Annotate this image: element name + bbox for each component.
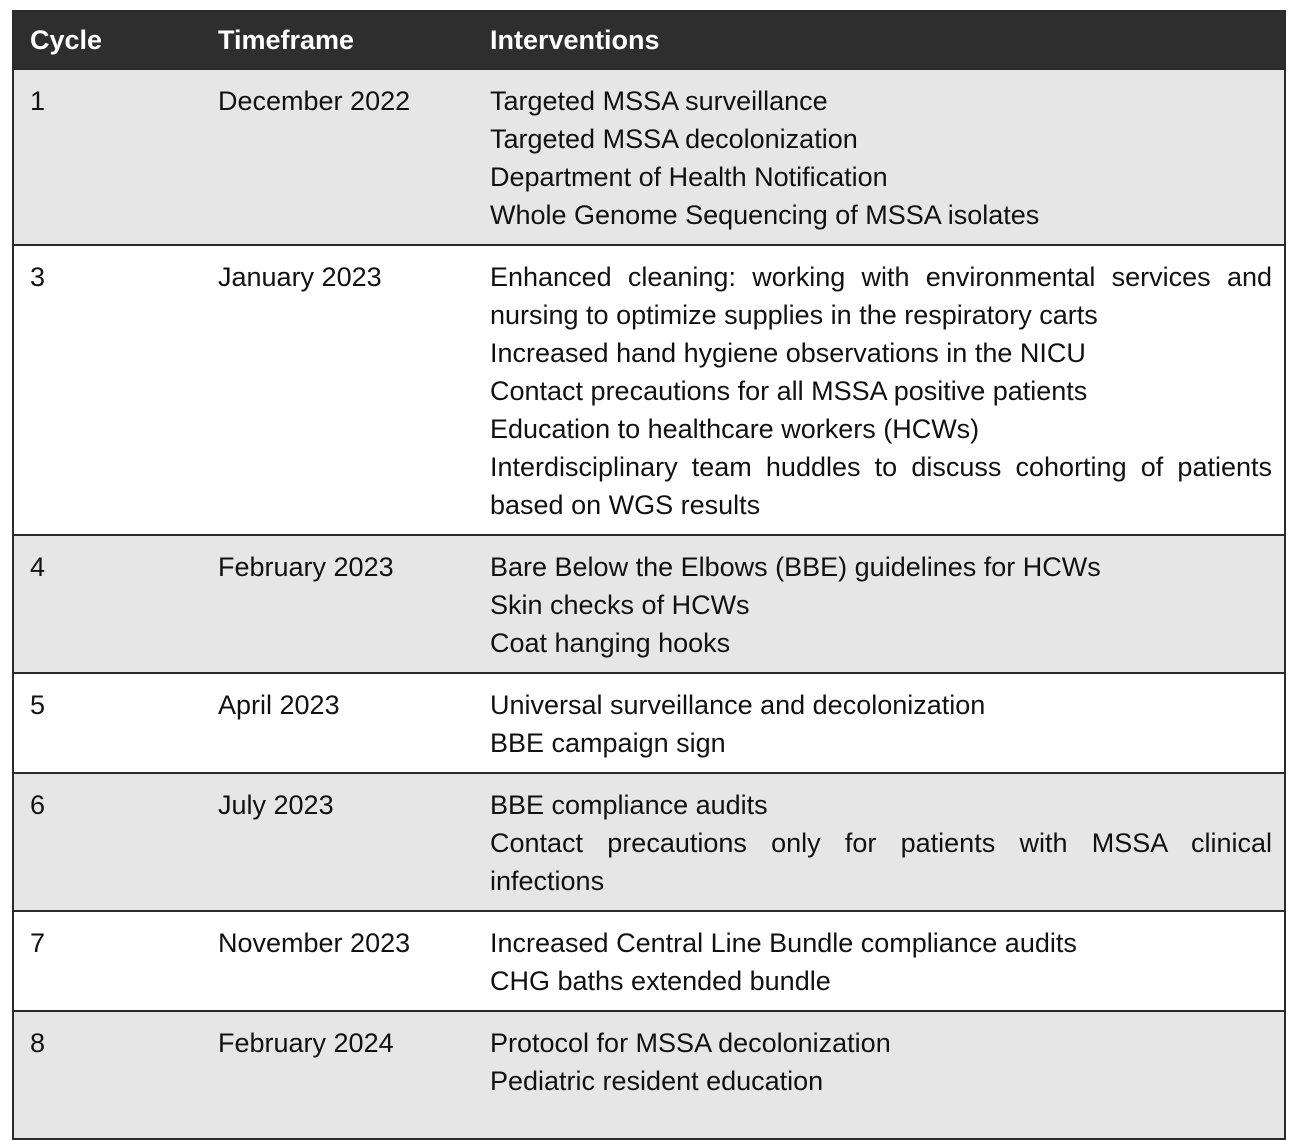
intervention-item: Education to healthcare workers (HCWs) [490, 414, 980, 444]
cycle-cell: 8 [30, 1028, 46, 1058]
cycle-cell: 6 [30, 790, 46, 820]
interventions-cell [474, 674, 1284, 772]
header-cycle: Cycle [30, 24, 103, 55]
cycle-cell: 5 [30, 690, 46, 720]
interventions-cell [474, 70, 1284, 244]
intervention-item: Coat hanging hooks [490, 628, 731, 658]
intervention-item: Pediatric resident education [490, 1066, 824, 1096]
cycle-cell: 3 [30, 262, 46, 292]
table-row [14, 774, 1284, 912]
interventions-cell [474, 774, 1284, 910]
timeframe-cell: February 2023 [218, 552, 394, 582]
intervention-item: Contact precautions for all MSSA positive patients [490, 376, 1088, 406]
table-row [14, 674, 1284, 774]
interventions-table [12, 10, 1286, 1140]
intervention-item: Increased Central Line Bundle compliance audits [490, 928, 1077, 958]
intervention-item: Interdisciplinary team huddles to discuss cohorting of patients based on WGS results [490, 452, 1272, 520]
intervention-item: Contact precautions only for patients with MSSA clinical infections [490, 828, 1272, 896]
cycle-cell: 7 [30, 928, 46, 958]
timeframe-cell: November 2023 [218, 928, 411, 958]
intervention-item: Bare Below the Elbows (BBE) guidelines for HCWs [490, 552, 1101, 582]
table-row [14, 70, 1284, 246]
cycle-cell: 4 [30, 552, 46, 582]
intervention-item: BBE compliance audits [490, 790, 768, 820]
intervention-item: Protocol for MSSA decolonization [490, 1028, 891, 1058]
cycle-cell: 1 [30, 86, 46, 116]
interventions-cell [474, 912, 1284, 1010]
timeframe-cell: January 2023 [218, 262, 382, 292]
intervention-item: Department of Health Notification [490, 162, 888, 192]
header-timeframe: Timeframe [218, 24, 355, 55]
timeframe-cell: July 2023 [218, 790, 334, 820]
intervention-item: Whole Genome Sequencing of MSSA isolates [490, 200, 1040, 230]
timeframe-cell: February 2024 [218, 1028, 394, 1058]
timeframe-cell: April 2023 [218, 690, 340, 720]
intervention-item: Universal surveillance and decolonization [490, 690, 986, 720]
intervention-item: BBE campaign sign [490, 728, 726, 758]
timeframe-cell: December 2022 [218, 86, 411, 116]
intervention-item: Targeted MSSA surveillance [490, 86, 828, 116]
table-row [14, 1012, 1284, 1138]
interventions-cell [474, 1012, 1284, 1110]
header-interventions: Interventions [490, 24, 660, 55]
table-row [14, 246, 1284, 536]
interventions-cell [474, 246, 1284, 534]
intervention-item: CHG baths extended bundle [490, 966, 831, 996]
intervention-item: Enhanced cleaning: working with environmental services and nursing to optimize supplies in the respiratory carts [490, 262, 1272, 330]
table-row [14, 536, 1284, 674]
table-header [14, 12, 1284, 70]
intervention-item: Increased hand hygiene observations in the NICU [490, 338, 1086, 368]
intervention-item: Skin checks of HCWs [490, 590, 750, 620]
intervention-item: Targeted MSSA decolonization [490, 124, 858, 154]
table-row [14, 912, 1284, 1012]
interventions-cell [474, 536, 1284, 672]
